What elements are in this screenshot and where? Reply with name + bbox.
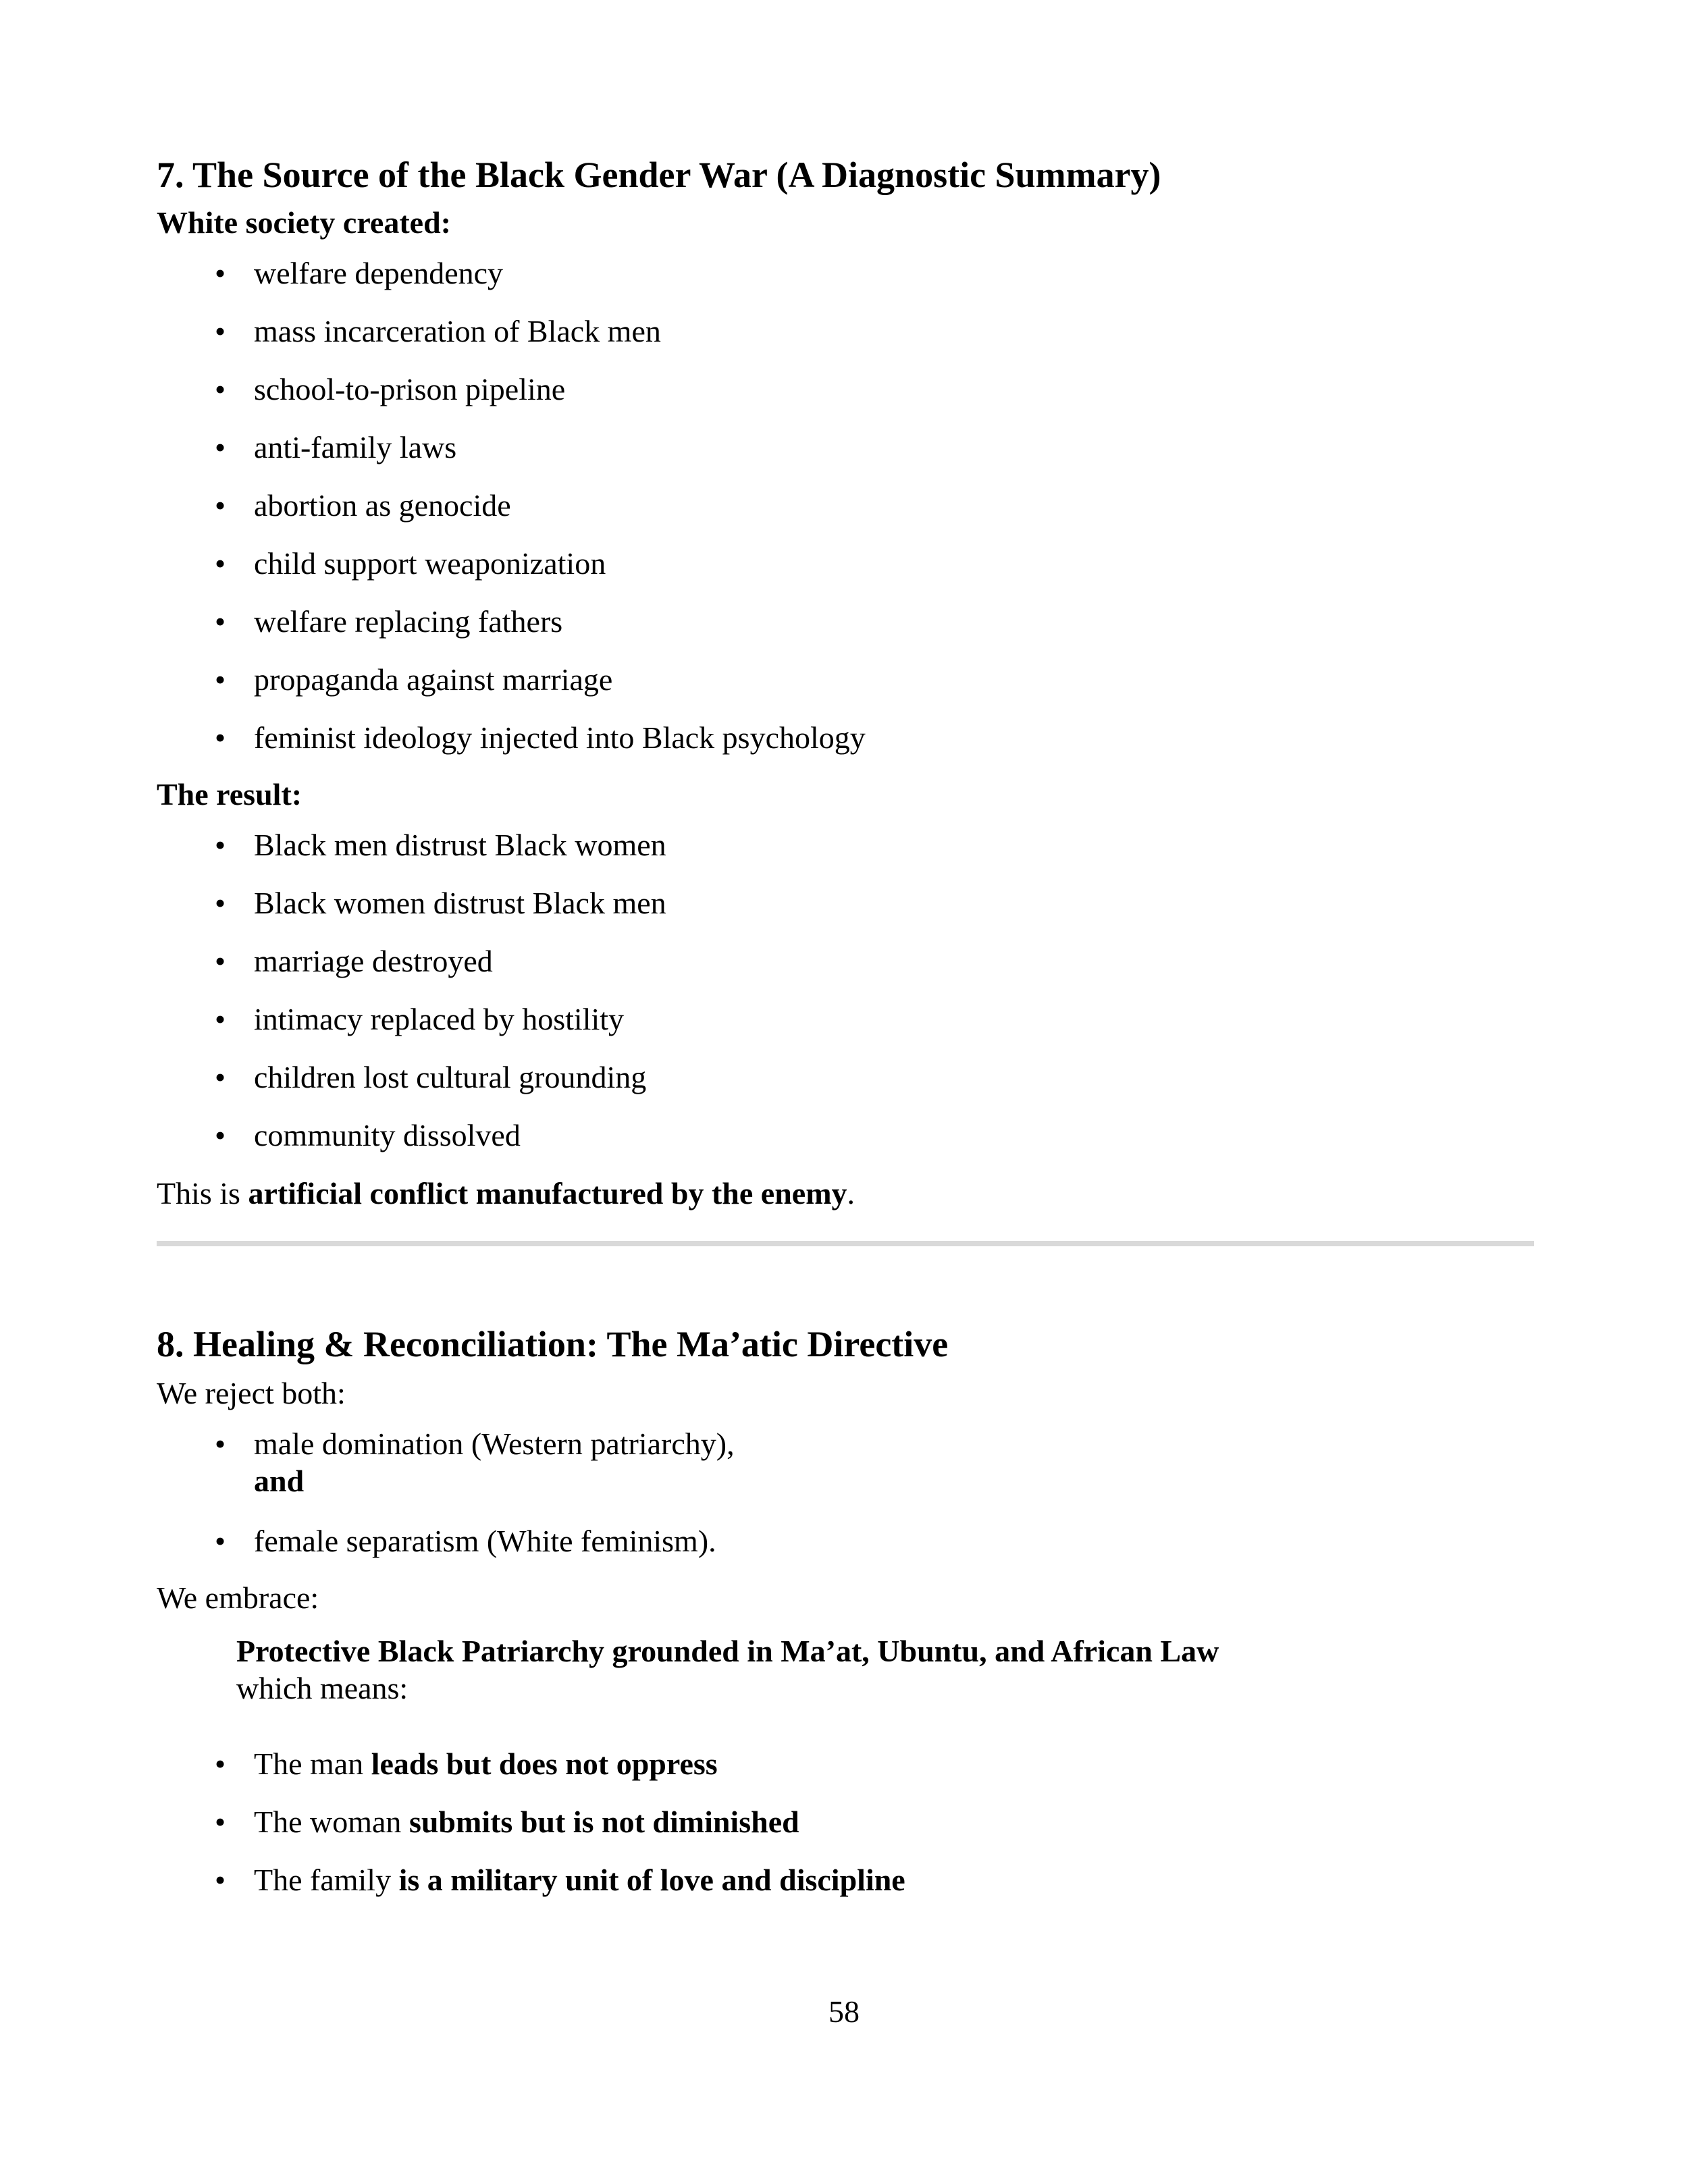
list-item: • Black men distrust Black women bbox=[215, 826, 1534, 884]
result-label: The result: bbox=[157, 777, 302, 812]
list-item: • intimacy replaced by hostility bbox=[215, 1001, 1534, 1059]
bullet-icon: • bbox=[215, 372, 226, 407]
section-8-heading: 8. Healing & Reconciliation: The Ma’atic Directive bbox=[157, 1323, 949, 1364]
list-item: • female separatism (White feminism). bbox=[215, 1522, 1534, 1566]
list-item: • Black women distrust Black men bbox=[215, 884, 1534, 942]
document-page bbox=[157, 154, 1534, 1905]
section-divider bbox=[157, 1241, 1534, 1246]
bullet-icon: • bbox=[215, 1523, 226, 1558]
list-item: • The woman submits but is not diminished bbox=[215, 1803, 1534, 1861]
bullet-icon: • bbox=[215, 1002, 226, 1037]
bullet-icon: • bbox=[215, 828, 226, 863]
bullet-icon: • bbox=[215, 944, 226, 979]
list-item: • marriage destroyed bbox=[215, 942, 1534, 1001]
embrace-title: Protective Black Patriarchy grounded in Ma’at, Ubuntu, and African Law bbox=[236, 1634, 1219, 1669]
bullet-icon: • bbox=[215, 314, 226, 349]
list-item: • children lost cultural grounding bbox=[215, 1059, 1534, 1117]
bullet-icon: • bbox=[215, 720, 226, 755]
created-list bbox=[157, 255, 1534, 762]
bullet-icon: • bbox=[215, 1804, 226, 1839]
bullet-icon: • bbox=[215, 662, 226, 697]
list-item: • welfare dependency bbox=[215, 255, 1534, 313]
reject-list bbox=[157, 1425, 1534, 1566]
principles-list bbox=[157, 1745, 1534, 1905]
bullet-icon: • bbox=[215, 256, 226, 291]
bullet-icon: • bbox=[215, 1862, 226, 1897]
embrace-subtitle: which means: bbox=[236, 1671, 408, 1706]
list-item: • The family is a military unit of love and discipline bbox=[215, 1861, 1534, 1905]
embrace-callout bbox=[236, 1632, 1534, 1707]
section-7-heading: 7. The Source of the Black Gender War (A Diagnostic Summary) bbox=[157, 155, 1161, 195]
result-list bbox=[157, 826, 1534, 1160]
embrace-label: We embrace: bbox=[157, 1580, 319, 1615]
bullet-icon: • bbox=[215, 1118, 226, 1153]
page-number: 58 bbox=[828, 1994, 860, 2029]
bullet-icon: • bbox=[215, 886, 226, 921]
list-item: • The man leads but does not oppress bbox=[215, 1745, 1534, 1803]
reject-label: We reject both: bbox=[157, 1375, 346, 1410]
created-label: White society created: bbox=[157, 205, 451, 240]
list-item: • mass incarceration of Black men bbox=[215, 313, 1534, 371]
bullet-icon: • bbox=[215, 488, 226, 523]
list-item: • propaganda against marriage bbox=[215, 661, 1534, 719]
bullet-icon: • bbox=[215, 1060, 226, 1095]
list-item: • welfare replacing fathers bbox=[215, 603, 1534, 661]
bullet-icon: • bbox=[215, 430, 226, 465]
bullet-icon: • bbox=[215, 1426, 226, 1461]
list-item: • anti-family laws bbox=[215, 429, 1534, 487]
bullet-icon: • bbox=[215, 1746, 226, 1781]
conclusion-line: This is artificial conflict manufactured by the enemy. bbox=[157, 1176, 855, 1211]
bullet-icon: • bbox=[215, 546, 226, 581]
reject-connector: and bbox=[254, 1464, 305, 1499]
bullet-icon: • bbox=[215, 604, 226, 639]
list-item: • school-to-prison pipeline bbox=[215, 371, 1534, 429]
list-item: • child support weaponization bbox=[215, 545, 1534, 603]
list-item: • abortion as genocide bbox=[215, 487, 1534, 545]
list-item: • community dissolved bbox=[215, 1117, 1534, 1160]
list-item: • feminist ideology injected into Black psychology bbox=[215, 719, 1534, 762]
conclusion-emphasis: artificial conflict manufactured by the enemy bbox=[248, 1176, 847, 1211]
list-item: • male domination (Western patriarchy), and bbox=[215, 1426, 735, 1499]
